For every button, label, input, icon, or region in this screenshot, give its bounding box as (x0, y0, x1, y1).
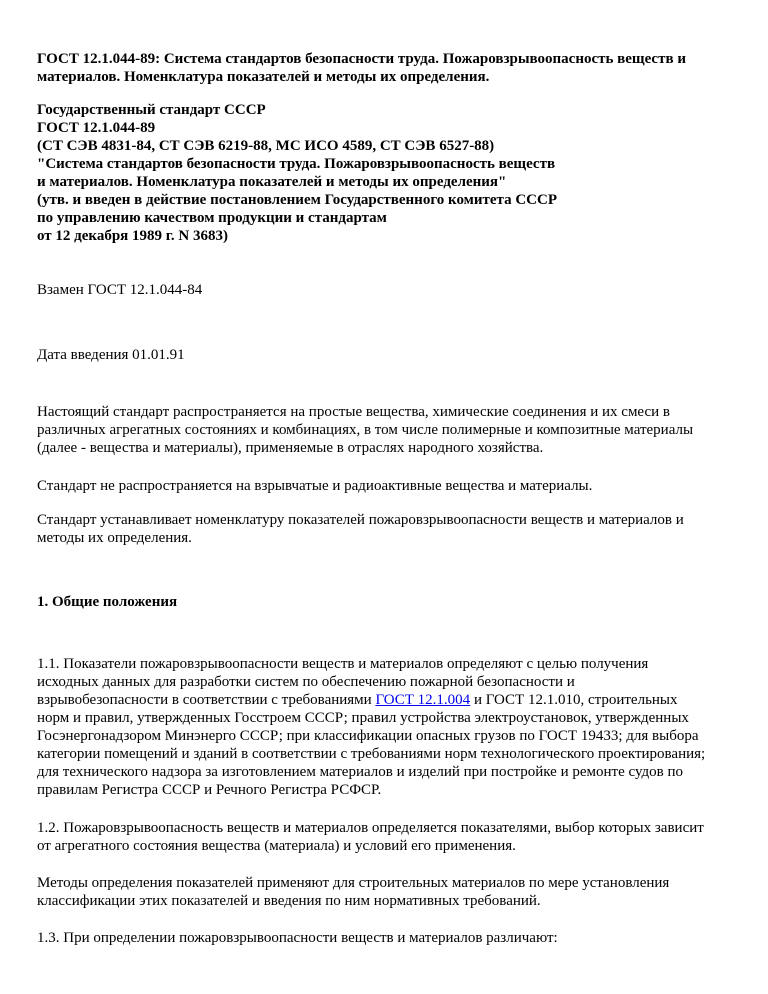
replaces-note: Взамен ГОСТ 12.1.044-84 (37, 282, 203, 298)
header-line: Государственный стандарт СССР (37, 102, 266, 118)
header-line: (СТ СЭВ 4831-84, СТ СЭВ 6219-88, МС ИСО 4589, СТ СЭВ 6527-88) (37, 138, 495, 154)
title-line-2: материалов. Номенклатура показателей и методы их определения. (37, 69, 490, 85)
paragraph-1-2: 1.2. Пожаровзрывоопасность веществ и материалов определяется показателями, выбор которых зависит от агрегатного состояния вещества (материала) и условий его применения. (37, 820, 704, 854)
standard-header (37, 101, 737, 245)
gost-12-1-004-link[interactable]: ГОСТ 12.1.004 (375, 692, 471, 708)
effective-date: Дата введения 01.01.91 (37, 347, 185, 363)
header-line: ГОСТ 12.1.044-89 (37, 120, 156, 136)
header-line: и материалов. Номенклатура показателей и методы их определения" (37, 174, 507, 190)
intro-paragraph-2: Стандарт не распространяется на взрывчатые и радиоактивные вещества и материалы. (37, 478, 593, 494)
paragraph-1-1: 1.1. Показатели пожаровзрывоопасности веществ и материалов определяют с целью получения исходных данных для разработки систем по обеспечению пожарной безопасности и взрывобезопасности в соответствии с требованиями ГОСТ 12.1.004 и ГОСТ 12.1.010, строительных норм и правил, утвержденных Госстроем СССР; правил устройства электроустановок, утвержденных Госэнергонадзором Минэнерго СССР; при классификации опасных грузов по ГОСТ 19433; для выбора категории помещений и зданий в соответствии с требованиями норм технологического проектирования; для технического надзора за изготовлением материалов и изделий при постройке и ремонте судов по правилам Регистра СССР и Речного Регистра РСФСР. (37, 656, 706, 798)
intro-paragraph-1: Настоящий стандарт распространяется на простые вещества, химические соединения и их смеси в различных агрегатных состояниях и комбинациях, в том числе полимерные и композитные материалы (далее - вещества и материалы), применяемые в отраслях народного хозяйства. (37, 404, 694, 456)
header-line: "Система стандартов безопасности труда. Пожаровзрывоопасность веществ (37, 156, 556, 172)
paragraph-1-2-methods: Методы определения показателей применяют для строительных материалов по мере установления классификации этих показателей и введения по ним нормативных требований. (37, 875, 670, 909)
header-line: от 12 декабря 1989 г. N 3683) (37, 228, 228, 244)
document-title (37, 50, 737, 86)
intro-paragraph-3: Стандарт устанавливает номенклатуру показателей пожаровзрывоопасности веществ и материалов и методы их определения. (37, 512, 684, 546)
paragraph-1-3: 1.3. При определении пожаровзрывоопасности веществ и материалов различают: (37, 930, 558, 946)
header-line: по управлению качеством продукции и стандартам (37, 210, 387, 226)
header-line: (утв. и введен в действие постановлением Государственного комитета СССР (37, 192, 558, 208)
title-line-1: ГОСТ 12.1.044-89: Система стандартов безопасности труда. Пожаровзрывоопасность веществ и (37, 51, 686, 67)
section-1-heading: 1. Общие положения (37, 594, 178, 610)
